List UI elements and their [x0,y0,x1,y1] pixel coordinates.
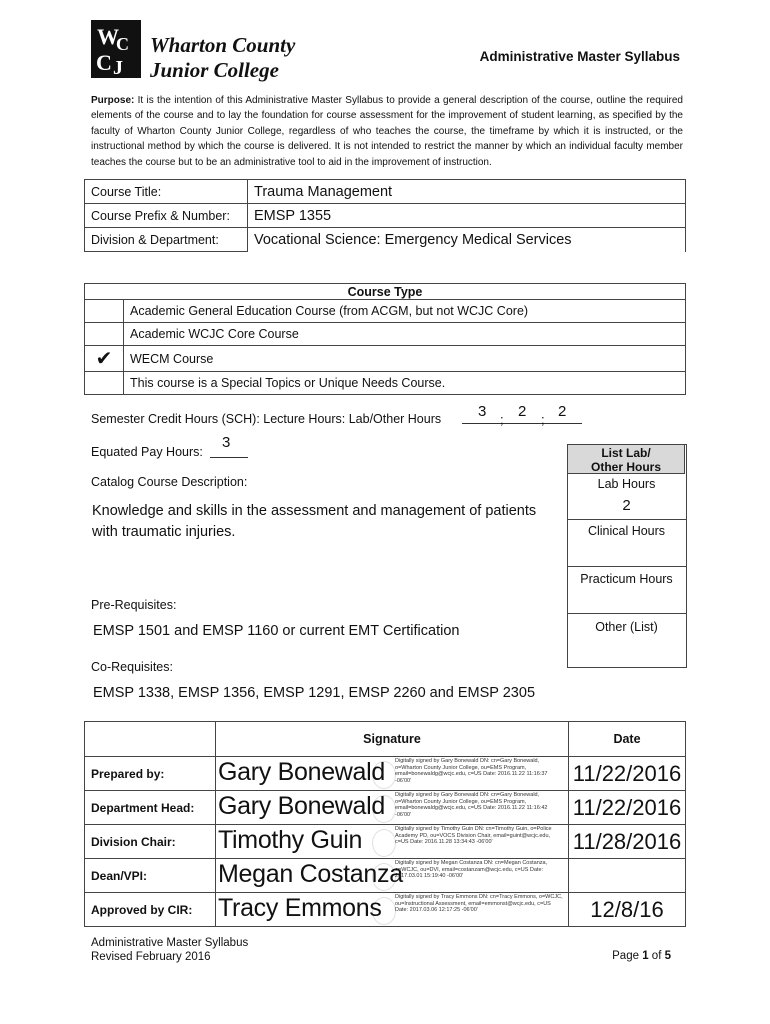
course-type-label: Academic General Education Course (from ACGM, but not WCJC Core) [124,300,686,323]
purpose-label: Purpose: [91,95,135,106]
course-type-row [85,300,686,323]
clinical-hours-label: Clinical Hours [587,524,666,538]
signature-row [85,893,686,927]
digital-signature-note: Digitally signed by Tracy Emmons DN: cn=Tracy Emmons, o=WCJC, ou=Instructional Assessment, email=emmonst@wcjc.edu, c=US Date: 2017.03.06 12:17:25 -06'00' [395,894,563,913]
equated-pay-underline [210,457,248,458]
prerequisites-text: EMSP 1501 and EMSP 1160 or current EMT Certification [93,623,460,639]
signature-date: 11/22/2016 [569,757,686,791]
lab-hours-header [567,444,685,474]
course-title-value: Trauma Management [248,180,686,204]
hours-separator: ; [541,412,545,427]
digital-signature-note: Digitally signed by Timothy Guin DN: cn=Timothy Guin, o=Police Academy PD, ou=VOCS Division Chair, email=guint@wcjc.edu, c=US Date: 2016.11.28 13:34:43 -06'00' [395,826,552,845]
signature-cell[interactable] [216,859,569,893]
equated-pay-label: Equated Pay Hours: [91,445,203,459]
svg-text:J: J [113,57,123,78]
lab-box-divider [567,566,686,567]
page-number [612,950,671,962]
signature-name: Tracy Emmons [218,894,382,922]
sch-label: Semester Credit Hours (SCH): Lecture Hours: Lab/Other Hours [91,412,442,426]
catalog-description-label: Catalog Course Description: [91,475,248,489]
course-type-label: WECM Course [124,346,686,372]
signature-date [569,859,686,893]
course-prefix-label: Course Prefix & Number: [85,204,248,228]
signature-date: 11/28/2016 [569,825,686,859]
course-type-row [85,346,686,372]
course-type-row [85,323,686,346]
signature-role: Department Head: [85,791,216,825]
signature-cell[interactable] [216,757,569,791]
division-row [85,228,686,252]
course-type-checkbox[interactable] [85,300,124,323]
signature-role: Dean/VPI: [85,859,216,893]
signature-name: Gary Bonewald [218,792,386,820]
lecture-hours-value: 2 [518,403,527,420]
college-name-line2: Junior College [150,58,279,82]
lab-hours-label: Lab Hours [597,477,656,491]
lab-box-divider [567,613,686,614]
footer-line2: Revised February 2016 [91,951,211,963]
corequisites-text: EMSP 1338, EMSP 1356, EMSP 1291, EMSP 2260 and EMSP 2305 [93,685,536,701]
course-title-label: Course Title: [85,180,248,204]
other-hours-label: Other (List) [595,620,658,634]
course-type-table [84,283,686,395]
course-type-row [85,372,686,395]
prerequisites-label: Pre-Requisites: [91,598,177,612]
signature-row [85,825,686,859]
signature-date: 12/8/16 [569,893,686,927]
signature-stamp [372,829,396,857]
course-type-header: Course Type [85,284,686,300]
division-value: Vocational Science: Emergency Medical Services [248,228,686,252]
sch-value: 3 [478,403,487,420]
division-label: Division & Department: [85,228,248,252]
signature-role: Approved by CIR: [85,893,216,927]
college-name [150,33,295,83]
signature-table [84,721,686,927]
lab-hours-box-value: 2 [622,497,631,514]
page-total: 5 [664,950,671,962]
signature-corner-cell [85,722,216,757]
svg-text:C: C [96,50,112,75]
course-info-table [84,179,686,252]
course-type-label: This course is a Special Topics or Unique Needs Course. [124,372,686,395]
page-of: of [648,950,665,962]
signature-row [85,859,686,893]
course-type-checkbox-checked[interactable]: ✔ [85,346,124,372]
lab-hours-header-text: List Lab/ Other Hours [590,446,661,474]
college-logo [91,20,141,78]
signature-cell[interactable] [216,825,569,859]
course-type-checkbox[interactable] [85,372,124,395]
college-name-line1: Wharton County [150,33,296,57]
course-type-checkbox[interactable] [85,323,124,346]
equated-pay-value: 3 [222,434,231,451]
course-prefix-value: EMSP 1355 [248,204,686,228]
svg-text:C: C [116,34,129,54]
signature-row [85,757,686,791]
signature-cell[interactable] [216,893,569,927]
hours-separator: ; [500,412,504,427]
signature-name: Gary Bonewald [218,758,386,786]
catalog-description-text: Knowledge and skills in the assessment and management of patients with traumatic injuries. [92,503,537,540]
purpose-paragraph [91,93,683,170]
corequisites-label: Co-Requisites: [91,660,173,674]
signature-cell[interactable] [216,791,569,825]
signature-date: 11/22/2016 [569,791,686,825]
svg-text:W: W [97,24,119,49]
signature-role: Division Chair: [85,825,216,859]
course-prefix-row [85,204,686,228]
lab-box-divider [567,519,686,520]
footer-line1: Administrative Master Syllabus [91,937,249,949]
date-header: Date [569,722,686,757]
signature-role: Prepared by: [85,757,216,791]
practicum-hours-label: Practicum Hours [580,572,673,586]
signature-header: Signature [216,722,569,757]
digital-signature-note: Digitally signed by Gary Bonewald DN: cn=Gary Bonewald, o=Wharton County Junior College, ou=EMS Program, email=bonewaldg@wcjc.edu, c=US Date: 2016.11.22 11:16:42 -06'00' [395,792,548,818]
sch-underline [462,423,582,424]
signature-name: Megan Costanza [218,860,403,888]
signature-row [85,791,686,825]
page-prefix: Page [612,950,643,962]
purpose-text: It is the intention of this Administrative Master Syllabus to provide a general description of the course, outline the required elements of the course and to lay the foundation for course assessment for the improvement of student learning, as specified by the faculty of Wharton County Junior College, regardless of who teaches the course, the timeframe by which it is instructed, or the instructional method by which the course is delivered. It is not intended to restrict the manner by which an individual faculty member teaches the course but to be an administrative tool to aid in the improvement of instruction. [91,95,683,168]
page-current: 1 [642,950,649,962]
digital-signature-note: Digitally signed by Megan Costanza DN: cn=Megan Costanza, o=WCJC, ou=DVI, email=costanzam@wcjc.edu, c=US Date: 2017.03.01 15:19:40 -06'00' [395,860,548,879]
course-title-row [85,180,686,204]
signature-name: Timothy Guin [218,826,363,854]
lab-hours-value: 2 [558,403,567,420]
document-title: Administrative Master Syllabus [479,49,680,64]
digital-signature-note: Digitally signed by Gary Bonewald DN: cn=Gary Bonewald, o=Wharton County Junior College, ou=EMS Program, email=bonewaldg@wcjc.edu, c=US Date: 2016.11.22 11:16:37 -06'00' [395,758,548,784]
course-type-label: Academic WCJC Core Course [124,323,686,346]
footer-left [91,936,248,964]
